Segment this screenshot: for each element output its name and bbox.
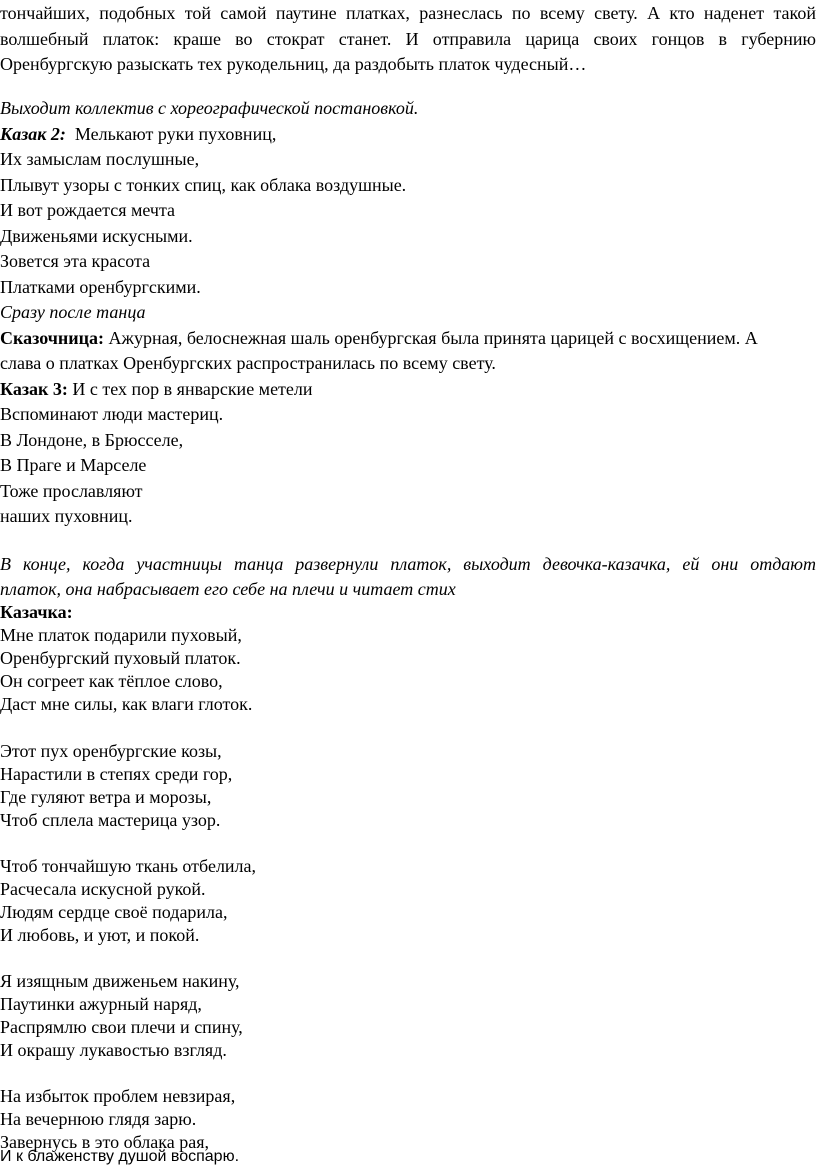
verse-line: И любовь, и уют, и покой. [0, 925, 200, 945]
kazak3-line-1 [0, 378, 313, 400]
stage-direction-1: Выходит коллектив с хореографической постановкой. [0, 98, 419, 118]
verse-line: Тоже прославляют [0, 481, 143, 501]
verse-line: наших пуховниц. [0, 506, 133, 526]
verse-line: И вот рождается мечта [0, 200, 176, 220]
verse-line: Этот пух оренбургские козы, [0, 741, 222, 761]
verse-line: Паутинки ажурный наряд, [0, 994, 202, 1014]
narration-text: Ажурная, белоснежная шаль оренбургская была принята царицей с восхищением. А [108, 328, 758, 348]
speaker-kazachka: Казачка: [0, 602, 73, 622]
verse-line: Зовется эта красота [0, 251, 151, 271]
intro-line-1: тончайших, подобных той самой паутине платках, разнеслась по всему свету. А кто наденет такой [0, 3, 816, 23]
speaker-skazochnitsa: Сказочница: [0, 328, 105, 348]
verse-line: Мелькают руки пуховниц, [74, 124, 277, 144]
verse-line: На вечернюю глядя зарю. [0, 1109, 197, 1129]
verse-line: Их замыслам послушные, [0, 149, 200, 169]
verse-line: И к блаженству душой воспарю. [0, 1148, 240, 1165]
verse-line: Чтоб тончайшую ткань отбелила, [0, 856, 257, 876]
stage-direction-2: Сразу после танца [0, 302, 146, 322]
skazochnitsa-line-1 [0, 327, 758, 349]
verse-line: Я изящным движеньем накину, [0, 971, 240, 991]
verse-line: Движеньями искусными. [0, 226, 193, 246]
verse-line: Платками оренбургскими. [0, 277, 201, 297]
verse-line: Расчесала искусной рукой. [0, 879, 206, 899]
verse-line: Распрямлю свои плечи и спину, [0, 1017, 243, 1037]
verse-line: Плывут узоры с тонких спиц, как облака воздушные. [0, 175, 407, 195]
verse-line: Оренбургский пуховый платок. [0, 648, 241, 668]
verse-line: Вспоминают люди мастериц. [0, 404, 224, 424]
verse-line: Мне платок подарили пуховый, [0, 625, 242, 645]
speaker-kazak-3: Казак 3: [0, 379, 68, 399]
verse-line: Людям сердце своё подарила, [0, 902, 228, 922]
verse-line: И окрашу лукавостью взгляд. [0, 1040, 227, 1060]
verse-line: Завернусь в это облака рая, [0, 1132, 209, 1152]
verse-line: В Праге и Марселе [0, 455, 147, 475]
verse-line: Нарастили в степях среди гор, [0, 764, 233, 784]
speaker-kazak-2: Казак 2: [0, 124, 66, 144]
intro-line-2: волшебный платок: краше во стократ станет. И отправила царица своих гонцов в губернию [0, 29, 816, 49]
verse-line: И с тех пор в январские метели [72, 379, 313, 399]
intro-line-3: Оренбургскую разыскать тех рукодельниц, да раздобыть платок чудесный… [0, 54, 587, 74]
kazak2-line-1 [0, 123, 276, 145]
stage-direction-3-line-2: платок, она набрасывает его себе на плечи и читает стих [0, 579, 456, 599]
verse-line: Где гуляют ветра и морозы, [0, 787, 212, 807]
verse-line: На избыток проблем невзирая, [0, 1086, 236, 1106]
verse-line: Он согреет как тёплое слово, [0, 671, 223, 691]
skazochnitsa-line-2: слава о платках Оренбургских распространилась по всему свету. [0, 353, 496, 373]
verse-line: Даст мне силы, как влаги глоток. [0, 694, 253, 714]
verse-line: В Лондоне, в Брюсселе, [0, 430, 184, 450]
stage-direction-3-line-1: В конце, когда участницы танца развернули платок, выходит девочка-казачка, ей они отдают [0, 554, 816, 574]
verse-line: Чтоб сплела мастерица узор. [0, 810, 221, 830]
